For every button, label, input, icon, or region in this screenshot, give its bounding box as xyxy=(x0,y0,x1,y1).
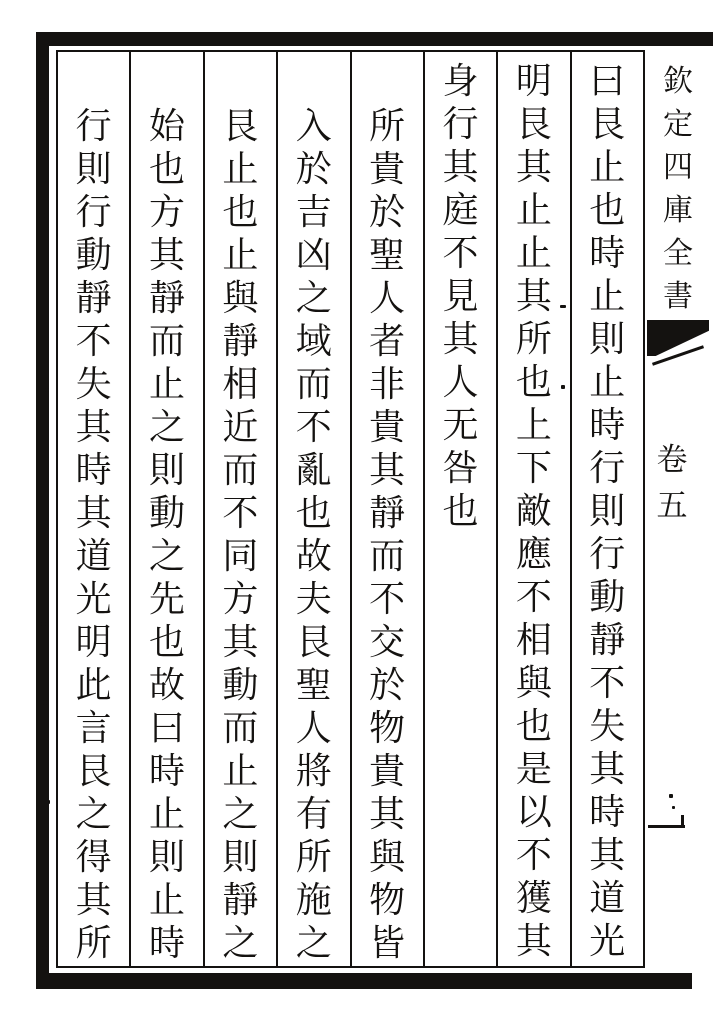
banxin-title xyxy=(645,60,711,318)
glyph: 而 xyxy=(295,364,332,405)
glyph: 咎 xyxy=(442,448,479,489)
glyph: 全 xyxy=(663,236,693,271)
glyph: 也 xyxy=(295,493,332,534)
glyph: 五 xyxy=(656,488,688,524)
glyph: 所 xyxy=(295,837,332,878)
glyph: 之 xyxy=(295,923,332,964)
glyph: 入 xyxy=(295,106,332,147)
glyph: 相 xyxy=(515,620,552,661)
glyph: 明 xyxy=(75,622,112,663)
glyph: 於 xyxy=(369,665,406,706)
glyph: 將 xyxy=(295,751,332,792)
glyph: 艮 xyxy=(515,104,552,145)
glyph: 也 xyxy=(515,706,552,747)
fishtail-icon xyxy=(647,320,709,356)
glyph: 靜 xyxy=(222,321,259,362)
glyph: 凶 xyxy=(295,235,332,276)
glyph: 域 xyxy=(295,321,332,362)
glyph: 此 xyxy=(75,665,112,706)
border-bottom xyxy=(36,973,692,989)
glyph: 其 xyxy=(515,147,552,188)
glyph: 之 xyxy=(75,794,112,835)
glyph: 其 xyxy=(515,276,552,317)
glyph: 行 xyxy=(75,192,112,233)
glyph: 時 xyxy=(589,405,626,446)
glyph: 也 xyxy=(149,622,186,663)
glyph: 見 xyxy=(442,276,479,317)
glyph: 物 xyxy=(369,708,406,749)
glyph: 非 xyxy=(369,364,406,405)
glyph: 其 xyxy=(515,921,552,962)
glyph: 物 xyxy=(369,880,406,921)
glyph: 得 xyxy=(75,837,112,878)
glyph: 靜 xyxy=(369,493,406,534)
glyph: 施 xyxy=(295,880,332,921)
glyph: 人 xyxy=(442,362,479,403)
glyph: 所 xyxy=(369,106,406,147)
glyph: 明 xyxy=(515,61,552,102)
glyph: 艮 xyxy=(75,751,112,792)
glyph: 敵 xyxy=(515,491,552,532)
glyph: 時 xyxy=(149,923,186,964)
text-column-3 xyxy=(423,52,496,966)
volume-label xyxy=(649,437,695,529)
glyph: 其 xyxy=(75,493,112,534)
glyph: 也 xyxy=(149,149,186,190)
glyph: 則 xyxy=(589,491,626,532)
glyph: 曰 xyxy=(149,708,186,749)
glyph: 艮 xyxy=(589,104,626,145)
glyph: 貴 xyxy=(369,407,406,448)
glyph: 不 xyxy=(442,233,479,274)
ink-speck xyxy=(672,806,675,809)
glyph: 庭 xyxy=(442,190,479,231)
glyph: 於 xyxy=(295,149,332,190)
glyph: 其 xyxy=(369,794,406,835)
glyph: 失 xyxy=(75,364,112,405)
glyph: 故 xyxy=(295,536,332,577)
text-column-1 xyxy=(570,52,643,966)
glyph: 貴 xyxy=(369,149,406,190)
text-column-6 xyxy=(203,52,276,966)
glyph: 止 xyxy=(589,362,626,403)
glyph: 也 xyxy=(442,491,479,532)
glyph: 行 xyxy=(442,104,479,145)
glyph: 四 xyxy=(663,150,693,185)
glyph: 止 xyxy=(222,149,259,190)
glyph: 則 xyxy=(75,149,112,190)
glyph: 不 xyxy=(589,663,626,704)
glyph: 時 xyxy=(589,792,626,833)
glyph: 與 xyxy=(222,278,259,319)
ink-speck xyxy=(560,305,566,308)
glyph: 夫 xyxy=(295,579,332,620)
glyph: 止 xyxy=(149,364,186,405)
glyph: 有 xyxy=(295,794,332,835)
text-column-2 xyxy=(496,52,569,966)
glyph: 卷 xyxy=(656,442,688,478)
glyph: 之 xyxy=(149,536,186,577)
glyph: 而 xyxy=(149,321,186,362)
glyph: 其 xyxy=(442,147,479,188)
glyph: 其 xyxy=(589,835,626,876)
glyph: 止 xyxy=(515,190,552,231)
glyph: 其 xyxy=(75,407,112,448)
ink-speck xyxy=(43,700,47,705)
glyph: 以 xyxy=(515,792,552,833)
glyph: 時 xyxy=(149,751,186,792)
glyph: 之 xyxy=(295,278,332,319)
ink-speck xyxy=(41,622,46,626)
glyph: 靜 xyxy=(589,620,626,661)
glyph: 靜 xyxy=(222,880,259,921)
glyph: 故 xyxy=(149,665,186,706)
glyph: 曰 xyxy=(589,61,626,102)
glyph: 不 xyxy=(515,577,552,618)
glyph: 行 xyxy=(589,534,626,575)
glyph: 上 xyxy=(515,405,552,446)
page-number-mark xyxy=(681,815,684,828)
glyph: 則 xyxy=(149,837,186,878)
glyph: 於 xyxy=(369,192,406,233)
glyph: 獲 xyxy=(515,878,552,919)
glyph: 也 xyxy=(222,192,259,233)
ink-speck xyxy=(45,388,49,392)
glyph: 其 xyxy=(589,749,626,790)
text-column-8 xyxy=(58,52,129,966)
glyph: 止 xyxy=(589,147,626,188)
glyph: 與 xyxy=(515,663,552,704)
glyph: 止 xyxy=(149,880,186,921)
text-column-5 xyxy=(276,52,349,966)
glyph: 定 xyxy=(663,107,693,142)
glyph: 動 xyxy=(149,493,186,534)
glyph: 者 xyxy=(369,321,406,362)
glyph: 靜 xyxy=(75,278,112,319)
glyph: 言 xyxy=(75,708,112,749)
glyph: 庫 xyxy=(663,193,693,228)
glyph: 先 xyxy=(149,579,186,620)
glyph: 光 xyxy=(75,579,112,620)
glyph: 應 xyxy=(515,534,552,575)
glyph: 艮 xyxy=(222,106,259,147)
glyph: 止 xyxy=(222,235,259,276)
ink-speck xyxy=(39,213,45,218)
glyph: 聖 xyxy=(369,235,406,276)
glyph: 其 xyxy=(369,450,406,491)
glyph: 其 xyxy=(222,622,259,663)
glyph: 書 xyxy=(663,279,693,314)
ink-speck xyxy=(561,385,565,389)
glyph: 不 xyxy=(515,835,552,876)
glyph: 始 xyxy=(149,106,186,147)
glyph: 之 xyxy=(222,794,259,835)
glyph: 止 xyxy=(149,794,186,835)
glyph: 光 xyxy=(589,921,626,962)
glyph: 方 xyxy=(222,579,259,620)
glyph: 而 xyxy=(222,450,259,491)
glyph: 其 xyxy=(442,319,479,360)
glyph: 失 xyxy=(589,706,626,747)
glyph: 亂 xyxy=(295,450,332,491)
glyph: 同 xyxy=(222,536,259,577)
glyph: 下 xyxy=(515,448,552,489)
glyph: 欽 xyxy=(663,64,693,99)
glyph: 聖 xyxy=(295,665,332,706)
glyph: 行 xyxy=(589,448,626,489)
ink-speck xyxy=(669,794,673,798)
border-left xyxy=(36,32,49,989)
page-number-mark xyxy=(648,825,685,828)
glyph: 吉 xyxy=(295,192,332,233)
glyph: 交 xyxy=(369,622,406,663)
glyph: 靜 xyxy=(149,278,186,319)
glyph: 與 xyxy=(369,837,406,878)
ink-speck xyxy=(40,98,45,102)
glyph: 皆 xyxy=(369,923,406,964)
glyph: 道 xyxy=(589,878,626,919)
text-column-7 xyxy=(129,52,202,966)
glyph: 之 xyxy=(149,407,186,448)
glyph: 而 xyxy=(222,708,259,749)
glyph: 艮 xyxy=(295,622,332,663)
glyph: 近 xyxy=(222,407,259,448)
glyph: 不 xyxy=(222,493,259,534)
glyph: 時 xyxy=(75,450,112,491)
glyph: 是 xyxy=(515,749,552,790)
glyph: 之 xyxy=(222,923,259,964)
glyph: 不 xyxy=(75,321,112,362)
glyph: 其 xyxy=(75,880,112,921)
glyph: 无 xyxy=(442,405,479,446)
glyph: 則 xyxy=(149,450,186,491)
glyph: 所 xyxy=(75,923,112,964)
glyph: 不 xyxy=(369,579,406,620)
glyph: 動 xyxy=(222,665,259,706)
glyph: 道 xyxy=(75,536,112,577)
glyph: 方 xyxy=(149,192,186,233)
glyph: 也 xyxy=(515,362,552,403)
glyph: 人 xyxy=(295,708,332,749)
glyph: 身 xyxy=(442,61,479,102)
glyph: 止 xyxy=(222,751,259,792)
glyph: 不 xyxy=(295,407,332,448)
glyph: 時 xyxy=(589,233,626,274)
glyph: 相 xyxy=(222,364,259,405)
text-frame xyxy=(56,50,645,968)
glyph: 其 xyxy=(149,235,186,276)
glyph: 貴 xyxy=(369,751,406,792)
glyph: 止 xyxy=(589,276,626,317)
ink-speck xyxy=(46,800,50,804)
glyph: 行 xyxy=(75,106,112,147)
glyph: 而 xyxy=(369,536,406,577)
glyph: 也 xyxy=(589,190,626,231)
ink-speck xyxy=(42,946,47,950)
text-column-4 xyxy=(350,52,423,966)
glyph: 人 xyxy=(369,278,406,319)
glyph: 所 xyxy=(515,319,552,360)
glyph: 動 xyxy=(589,577,626,618)
glyph: 動 xyxy=(75,235,112,276)
glyph: 則 xyxy=(222,837,259,878)
glyph: 止 xyxy=(515,233,552,274)
glyph: 則 xyxy=(589,319,626,360)
border-top xyxy=(36,32,713,46)
